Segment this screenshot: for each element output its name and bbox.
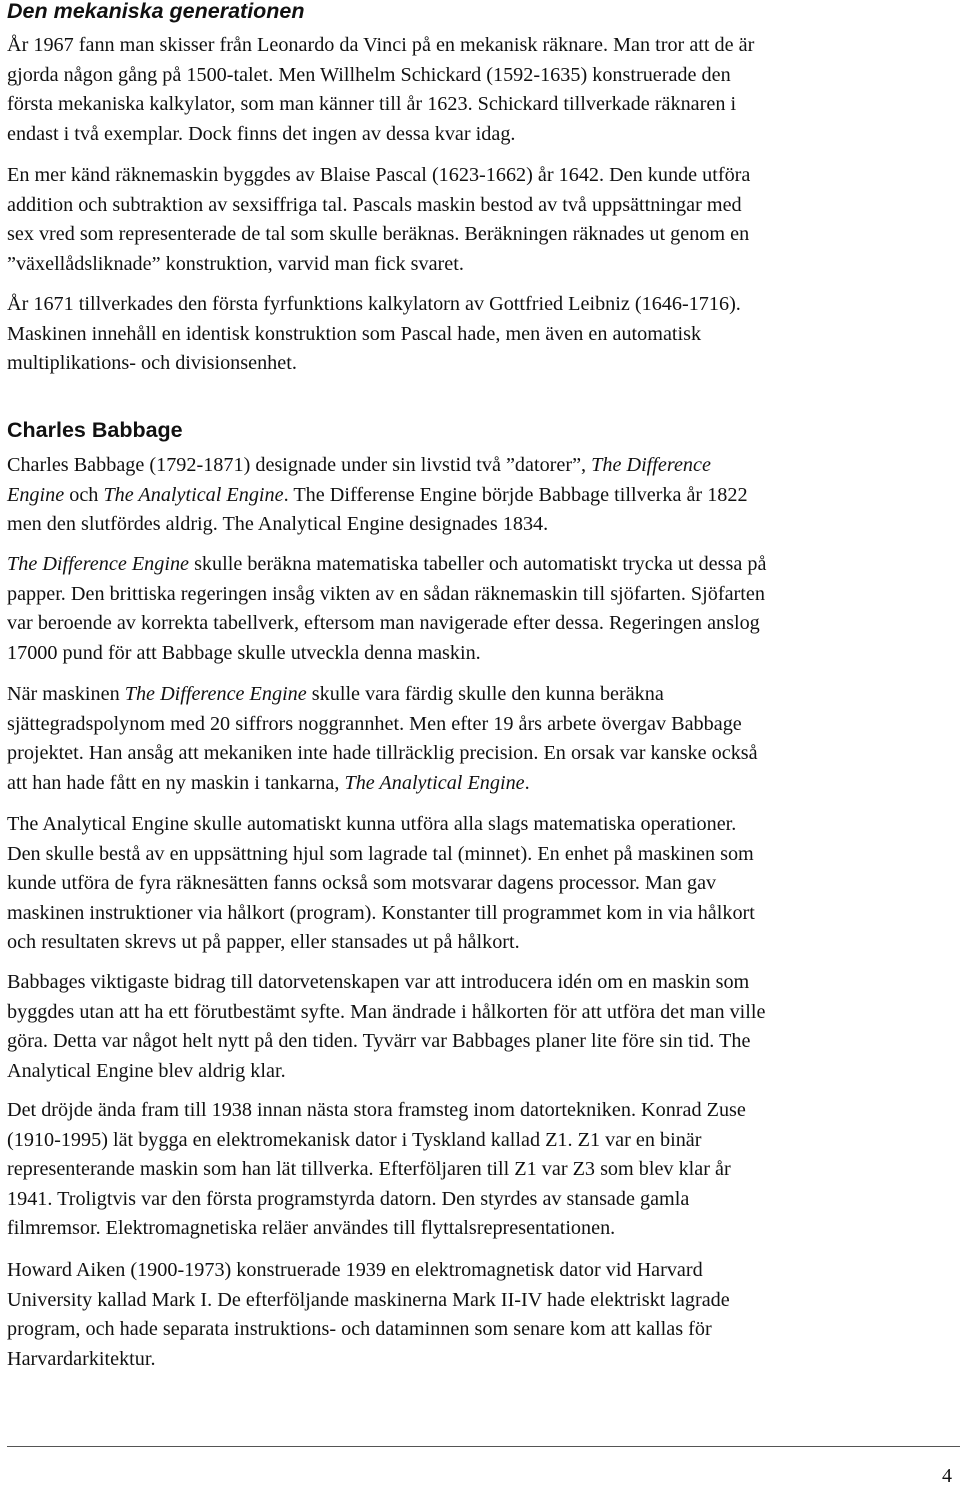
text-line: sjättegradspolynom med 20 siffrors noggrannhet. Men efter 19 års arbete övergav Babbage [7,712,742,735]
text-line: göra. Detta var något helt nytt på den tiden. Tyvärr var Babbages planer lite före sin tid. The [7,1030,751,1052]
italic-title: The Difference Engine [7,553,190,575]
text-run: . [524,771,530,794]
section-heading-mechanical-generation: Den mekaniska generationen [7,0,305,23]
text-line: The Analytical Engine skulle automatiskt kunna utföra alla slags matematiska operationer. [7,813,737,835]
text-run: Charles Babbage (1792-1871) designade under sin livstid två ”datorer”, [7,454,592,476]
text-line: multiplikations- och divisionsenhet. [7,352,297,374]
text-line: papper. Den brittiska regeringen insåg vikten av en sådan räknemaskin till sjöfarten. Sjöfarten [7,582,765,605]
italic-title: The Difference Engine [124,683,307,705]
text-run: skulle vara färdig skulle den kunna beräkna [306,683,664,705]
text-line: sex vred som representerade de tal som skulle beräknas. Beräkningen räknades ut genom en [7,223,750,245]
text-line: Howard Aiken (1900-1973) konstruerade 1939 en elektromagnetisk dator vid Harvard [7,1259,703,1281]
paragraph-difference-engine-completion [7,680,953,798]
paragraph-leibniz [7,290,953,379]
text-run: När maskinen [7,683,125,705]
text-line [7,680,953,710]
paragraph-difference-engine [7,550,953,668]
paragraph-konrad-zuse [7,1096,953,1244]
text-line: Analytical Engine blev aldrig klar. [7,1059,286,1082]
paragraph-babbage-contribution [7,968,953,1086]
text-line: Maskinen innehåll en identisk konstruktion som Pascal hade, men även en automatisk [7,322,702,345]
text-line: och resultaten skrevs ut på papper, eller stansades ut på hålkort. [7,931,520,953]
text-line [7,550,953,580]
text-line: addition och subtraktion av sexsiffriga tal. Pascals maskin bestod av två uppsättningar med [7,193,742,216]
italic-title: The Analytical Engine [344,771,525,794]
italic-title: Engine [7,483,65,506]
text-line [7,481,953,511]
text-line: 1941. Troligtvis var den första programstyrda datorn. Den styrdes av stansade gamla [7,1187,690,1210]
text-line: Harvardarkitektur. [7,1347,156,1370]
text-line: År 1671 tillverkades den första fyrfunktions kalkylatorn av Gottfried Leibniz (1646-1716). [7,293,741,315]
text-run: skulle beräkna matematiska tabeller och automatiskt trycka ut dessa på [189,553,767,575]
text-line: (1910-1995) lät bygga en elektromekanisk dator i Tyskland kallad Z1. Z1 var en binär [7,1128,702,1151]
text-line: 17000 pund för att Babbage skulle utveckla denna maskin. [7,641,481,664]
text-run: och [64,483,104,506]
paragraph-analytical-engine [7,810,953,958]
text-line: projektet. Han ansåg att mekaniken inte hade tillräcklig precision. En orsak var kanske också [7,742,758,764]
text-line: Det dröjde ända fram till 1938 innan nästa stora framsteg inom datortekniken. Konrad Zuse [7,1099,746,1121]
italic-title: The Analytical Engine [103,483,284,506]
paragraph-babbage-intro [7,451,953,540]
page-number: 4 [942,1465,952,1487]
text-line: ”växellådsliknade” konstruktion, varvid man fick svaret. [7,252,464,275]
footer-divider [7,1446,960,1447]
text-line: kunde utföra de fyra räknesätten fanns också som motsvarar dagens processor. Man gav [7,872,717,894]
paragraph-leonardo-schickard [7,31,953,149]
text-line: program, och hade separata instruktions- och dataminnen som senare kom att kallas för [7,1318,712,1340]
text-line [7,451,953,481]
paragraph-pascal [7,161,953,279]
text-run: att han hade fått en ny maskin i tankarna, [7,771,345,794]
text-line: En mer känd räknemaskin byggdes av Blaise Pascal (1623-1662) år 1642. Den kunde utföra [7,164,751,186]
text-line: gjorda någon gång på 1500-talet. Men Willhelm Schickard (1592-1635) konstruerade den [7,63,731,86]
text-line: men den slutfördes aldrig. The Analytical Engine designades 1834. [7,513,549,535]
text-line: första mekaniska kalkylator, som man känner till år 1623. Schickard tillverkade räknaren i [7,93,737,115]
text-line: Den skulle bestå av en uppsättning hjul som lagrade tal (minnet). En enhet på maskinen som [7,842,754,865]
text-line: maskinen instruktioner via hålkort (program). Konstanter till programmet kom in via hålkort [7,901,755,924]
paragraph-howard-aiken [7,1256,953,1374]
text-line: var beroende av korrekta tabellverk, eftersom man navigerade efter dessa. Regeringen anslog [7,612,760,634]
text-line: Babbages viktigaste bidrag till datorvetenskapen var att introducera idén om en maskin som [7,971,750,993]
text-line: filmremsor. Elektromagnetiska reläer användes till flyttalsrepresentationen. [7,1217,616,1239]
section-heading-charles-babbage: Charles Babbage [7,418,183,442]
text-line: representerande maskin som han lät tillverka. Efterföljaren till Z1 var Z3 som blev klar år [7,1158,731,1180]
text-run: . The Differense Engine börjde Babbage tillverka år 1822 [283,483,748,506]
text-line: endast i två exemplar. Dock finns det ingen av dessa kvar idag. [7,122,516,145]
italic-title: The Difference [591,454,711,476]
text-line: byggdes utan att ha ett förutbestämt syfte. Man ändrade i hålkorten för att utföra det man ville [7,1000,766,1023]
text-line: År 1967 fann man skisser från Leonardo da Vinci på en mekanisk räknare. Man tror att de är [7,34,755,56]
text-line: University kallad Mark I. De efterföljande maskinerna Mark II-IV hade elektriskt lagrade [7,1288,730,1311]
text-line [7,769,953,799]
